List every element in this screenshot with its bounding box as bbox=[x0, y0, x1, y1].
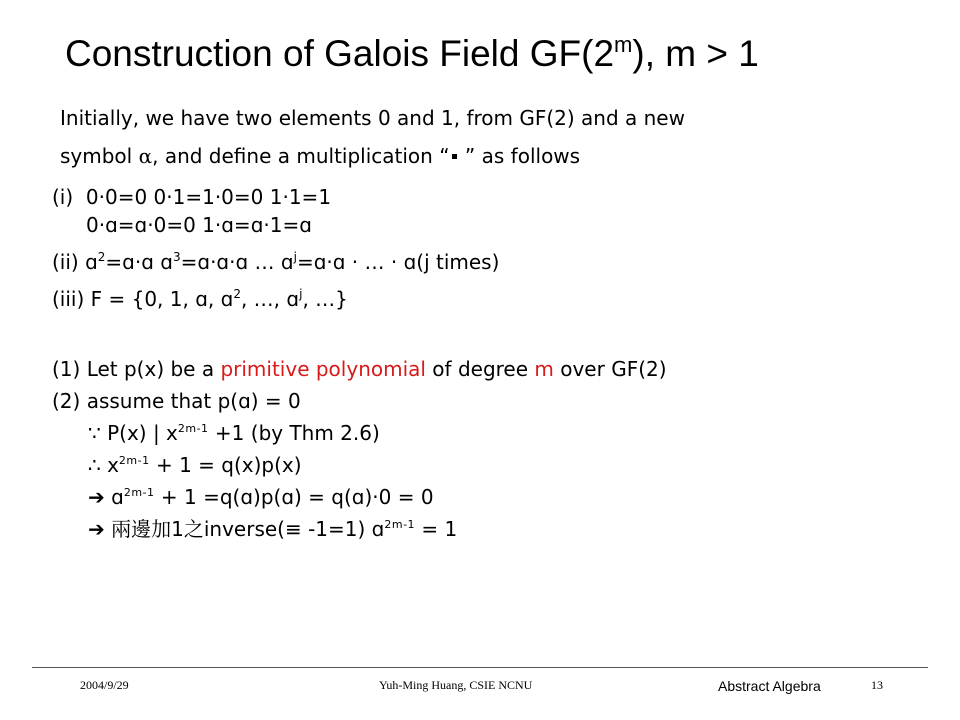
degree-m-highlight: m bbox=[534, 357, 554, 381]
right-arrow-icon: ➔ bbox=[88, 485, 105, 509]
step-4: ∴ $x^{2m-1} + 1 = q(x)p(x)$ bbox=[88, 453, 302, 477]
intro-line-1: Initially, we have two elements 0 and 1, from GF(2) and a new bbox=[60, 106, 685, 130]
alpha-symbol: α bbox=[138, 144, 153, 168]
intro-line-2: symbol α, and define a multiplication “ ” as follows bbox=[60, 144, 581, 168]
definition-i-line-1: (i) 0·0=0 0·1=1·0=0 1·1=1 bbox=[52, 185, 332, 209]
definition-ii: (ii) ɑ$^2$=ɑ·ɑ ɑ$^3$=ɑ·ɑ·ɑ … ɑ$^j$=ɑ·ɑ · … · ɑ(j times) bbox=[52, 250, 500, 274]
slide-title: Construction of Galois Field GF(2$^m$), m > 1 bbox=[65, 32, 759, 74]
right-arrow-icon: ➔ bbox=[88, 517, 105, 541]
multiplication-dot-icon bbox=[452, 154, 457, 159]
definition-iii: (iii) F = {0, 1, ɑ, ɑ$^2$, …, ɑ$^j$, …} bbox=[52, 287, 348, 311]
step-5: ➔ ɑ$^{2m-1}$ + 1 =q(ɑ)p(ɑ) = q(ɑ)·0 = 0 bbox=[88, 485, 434, 509]
footer-divider bbox=[32, 667, 928, 668]
step-2: (2) assume that p(ɑ) = 0 bbox=[52, 389, 301, 413]
footer-date: 2004/9/29 bbox=[80, 678, 129, 692]
footer-course: Abstract Algebra bbox=[718, 678, 821, 694]
footer-page-number: 13 bbox=[871, 678, 883, 692]
footer-author: Yuh-Ming Huang, CSIE NCNU bbox=[379, 678, 533, 692]
primitive-polynomial-highlight: primitive polynomial bbox=[220, 357, 426, 381]
step-3: ∵ P(x) | $x^{2m-1} +1$ (by Thm 2.6) bbox=[88, 421, 380, 445]
definition-i-line-2: 0·ɑ=ɑ·0=0 1·ɑ=ɑ·1=ɑ bbox=[86, 213, 312, 237]
step-6: ➔ 兩邊加1之inverse(≡ -1=1) ɑ$^{2m-1}$ = 1 bbox=[88, 517, 458, 541]
step-1: (1) Let p(x) be a primitive polynomial of degree m over GF(2) bbox=[52, 357, 667, 381]
